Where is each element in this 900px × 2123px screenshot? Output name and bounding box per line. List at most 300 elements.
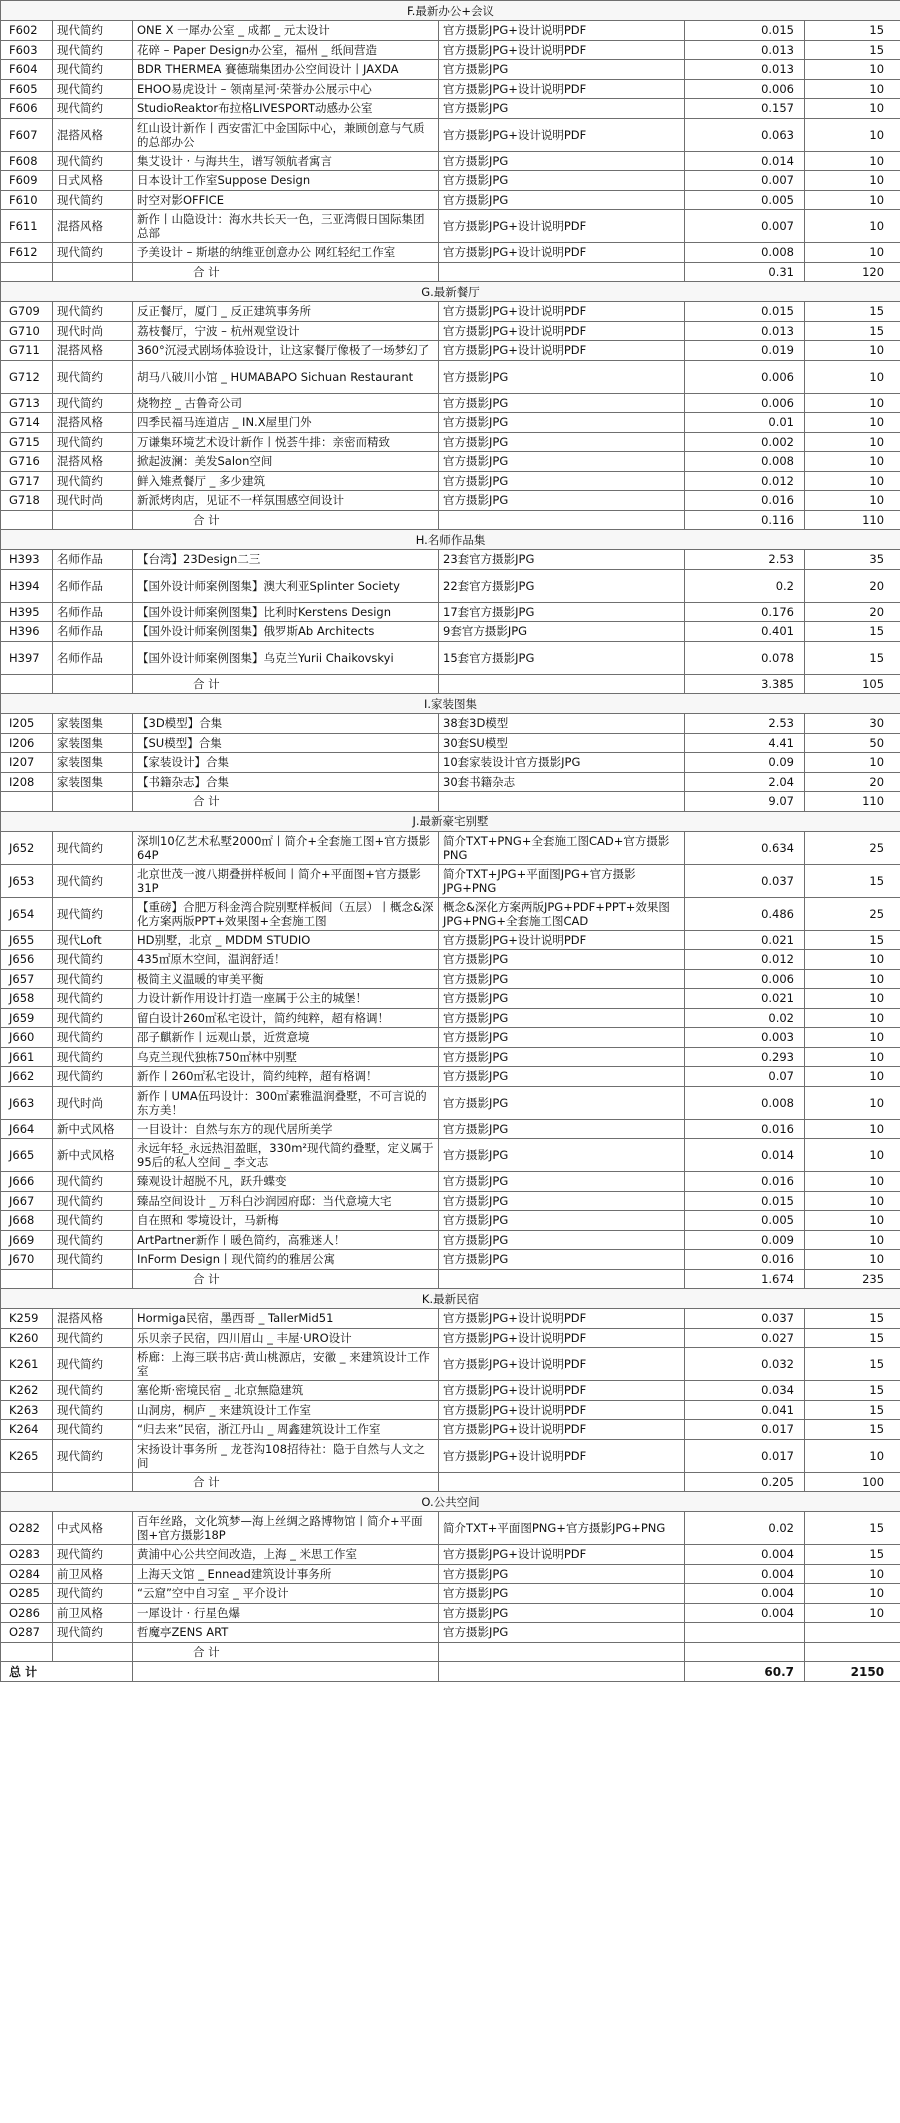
item-name: Hormiga民宿，墨西哥 _ TallerMid51 bbox=[133, 1309, 439, 1329]
item-size: 0.005 bbox=[685, 190, 805, 210]
item-name: StudioReaktor布拉格LIVESPORT动感办公室 bbox=[133, 99, 439, 119]
item-name: 上海天文馆 _ Ennead建筑设计事务所 bbox=[133, 1564, 439, 1584]
subtotal-size: 0.31 bbox=[685, 262, 805, 282]
table-row bbox=[1, 79, 900, 99]
grand-total-row bbox=[1, 1662, 900, 1682]
item-size: 0.016 bbox=[685, 491, 805, 511]
item-style: 现代简约 bbox=[53, 432, 133, 452]
item-name: 予美设计 – 斯堪的纳维亚创意办公 网红轻纪工作室 bbox=[133, 243, 439, 263]
item-price: 10 bbox=[805, 452, 900, 472]
item-code: G712 bbox=[1, 360, 53, 393]
item-files: 官方摄影JPG+设计说明PDF bbox=[439, 40, 685, 60]
item-name: 掀起波澜：美发Salon空间 bbox=[133, 452, 439, 472]
item-files: 官方摄影JPG bbox=[439, 989, 685, 1009]
item-size: 0.078 bbox=[685, 641, 805, 674]
table-row bbox=[1, 321, 900, 341]
table-row bbox=[1, 302, 900, 322]
item-files: 官方摄影JPG bbox=[439, 1191, 685, 1211]
subtotal-row bbox=[1, 792, 900, 812]
item-style: 家装图集 bbox=[53, 714, 133, 734]
item-name: 北京世茂一渡八期叠拼样板间丨简介+平面图+官方摄影31P bbox=[133, 864, 439, 897]
subtotal-blank-1 bbox=[1, 510, 53, 530]
item-size: 2.04 bbox=[685, 772, 805, 792]
item-size: 0.015 bbox=[685, 21, 805, 41]
item-price: 15 bbox=[805, 40, 900, 60]
item-code: O284 bbox=[1, 1564, 53, 1584]
item-size: 0.037 bbox=[685, 1309, 805, 1329]
item-style: 现代简约 bbox=[53, 1348, 133, 1381]
item-price: 10 bbox=[805, 360, 900, 393]
item-size: 0.016 bbox=[685, 1172, 805, 1192]
item-price: 20 bbox=[805, 569, 900, 602]
item-size: 0.002 bbox=[685, 432, 805, 452]
item-files: 官方摄影JPG bbox=[439, 1603, 685, 1623]
subtotal-blank-1 bbox=[1, 674, 53, 694]
item-size: 2.53 bbox=[685, 714, 805, 734]
item-files: 17套官方摄影JPG bbox=[439, 602, 685, 622]
item-style: 现代时尚 bbox=[53, 491, 133, 511]
section-header-row bbox=[1, 1289, 900, 1309]
item-price: 35 bbox=[805, 550, 900, 570]
item-code: J669 bbox=[1, 1230, 53, 1250]
item-size: 2.53 bbox=[685, 550, 805, 570]
item-size: 0.012 bbox=[685, 471, 805, 491]
item-price: 10 bbox=[805, 1584, 900, 1604]
item-files: 官方摄影JPG+设计说明PDF bbox=[439, 210, 685, 243]
item-size: 0.034 bbox=[685, 1381, 805, 1401]
item-price: 10 bbox=[805, 1086, 900, 1119]
table-row bbox=[1, 471, 900, 491]
item-price: 15 bbox=[805, 1328, 900, 1348]
item-files: 官方摄影JPG bbox=[439, 99, 685, 119]
item-style: 现代时尚 bbox=[53, 1086, 133, 1119]
grand-total-blank-1 bbox=[133, 1662, 439, 1682]
item-style: 现代简约 bbox=[53, 1028, 133, 1048]
table-row bbox=[1, 171, 900, 191]
item-name: ArtPartner新作丨暖色简约，高雅迷人！ bbox=[133, 1230, 439, 1250]
table-row bbox=[1, 118, 900, 151]
item-size: 0.293 bbox=[685, 1047, 805, 1067]
item-style: 名师作品 bbox=[53, 602, 133, 622]
table-row bbox=[1, 393, 900, 413]
item-size: 4.41 bbox=[685, 733, 805, 753]
item-style: 名师作品 bbox=[53, 569, 133, 602]
table-row bbox=[1, 989, 900, 1009]
item-files: 15套官方摄影JPG bbox=[439, 641, 685, 674]
subtotal-blank-3 bbox=[439, 792, 685, 812]
item-name: 新作丨山隐设计：海水共长天一色，三亚湾假日国际集团总部 bbox=[133, 210, 439, 243]
item-code: K260 bbox=[1, 1328, 53, 1348]
item-code: J663 bbox=[1, 1086, 53, 1119]
table-row bbox=[1, 21, 900, 41]
item-name: 红山设计新作丨西安雷汇中金国际中心，兼顾创意与气质的总部办公 bbox=[133, 118, 439, 151]
item-code: F603 bbox=[1, 40, 53, 60]
subtotal-blank-1 bbox=[1, 262, 53, 282]
table-row bbox=[1, 1420, 900, 1440]
item-price: 10 bbox=[805, 1047, 900, 1067]
item-files: 官方摄影JPG bbox=[439, 413, 685, 433]
table-row bbox=[1, 864, 900, 897]
item-price bbox=[805, 1623, 900, 1643]
item-style: 现代简约 bbox=[53, 21, 133, 41]
item-code: J658 bbox=[1, 989, 53, 1009]
item-price: 15 bbox=[805, 1512, 900, 1545]
item-name: “归去来”民宿，浙江丹山 _ 周鑫建筑设计工作室 bbox=[133, 1420, 439, 1440]
item-size: 0.006 bbox=[685, 79, 805, 99]
item-price: 20 bbox=[805, 602, 900, 622]
item-style: 现代简约 bbox=[53, 99, 133, 119]
item-name: 百年丝路，文化筑梦—海上丝绸之路博物馆丨简介+平面图+官方摄影18P bbox=[133, 1512, 439, 1545]
item-files: 官方摄影JPG+设计说明PDF bbox=[439, 1439, 685, 1472]
item-size: 0.037 bbox=[685, 864, 805, 897]
item-code: J668 bbox=[1, 1211, 53, 1231]
item-style: 现代简约 bbox=[53, 1439, 133, 1472]
table-row bbox=[1, 491, 900, 511]
item-style: 名师作品 bbox=[53, 550, 133, 570]
item-size: 0.063 bbox=[685, 118, 805, 151]
item-size: 0.013 bbox=[685, 40, 805, 60]
item-code: J661 bbox=[1, 1047, 53, 1067]
table-row bbox=[1, 413, 900, 433]
item-style: 现代简约 bbox=[53, 1545, 133, 1565]
item-size: 0.008 bbox=[685, 243, 805, 263]
item-files: 官方摄影JPG+设计说明PDF bbox=[439, 1381, 685, 1401]
item-name: 新派烤肉店，见证不一样氛围感空间设计 bbox=[133, 491, 439, 511]
table-row bbox=[1, 772, 900, 792]
item-size: 0.2 bbox=[685, 569, 805, 602]
item-name: ONE X 一犀办公室 _ 成都 _ 元太设计 bbox=[133, 21, 439, 41]
table-row bbox=[1, 1564, 900, 1584]
section-header-row bbox=[1, 694, 900, 714]
item-price: 10 bbox=[805, 432, 900, 452]
item-size: 0.004 bbox=[685, 1584, 805, 1604]
item-code: I207 bbox=[1, 753, 53, 773]
grand-total-blank-2 bbox=[439, 1662, 685, 1682]
item-style: 现代简约 bbox=[53, 897, 133, 930]
item-files: 官方摄影JPG+设计说明PDF bbox=[439, 930, 685, 950]
item-size: 0.006 bbox=[685, 393, 805, 413]
item-style: 日式风格 bbox=[53, 171, 133, 191]
item-price: 10 bbox=[805, 171, 900, 191]
table-row bbox=[1, 1008, 900, 1028]
item-price: 10 bbox=[805, 210, 900, 243]
item-files: 官方摄影JPG bbox=[439, 1230, 685, 1250]
item-style: 混搭风格 bbox=[53, 413, 133, 433]
subtotal-blank-1 bbox=[1, 1642, 53, 1662]
item-price: 15 bbox=[805, 641, 900, 674]
item-price: 15 bbox=[805, 864, 900, 897]
section-header-row bbox=[1, 282, 900, 302]
item-name: 烧物控 _ 古鲁奇公司 bbox=[133, 393, 439, 413]
subtotal-price: 105 bbox=[805, 674, 900, 694]
table-row bbox=[1, 341, 900, 361]
item-price: 10 bbox=[805, 950, 900, 970]
item-size: 0.008 bbox=[685, 452, 805, 472]
item-price: 10 bbox=[805, 413, 900, 433]
item-name: 【SU模型】合集 bbox=[133, 733, 439, 753]
item-files: 官方摄影JPG+设计说明PDF bbox=[439, 1420, 685, 1440]
item-code: O287 bbox=[1, 1623, 53, 1643]
item-price: 10 bbox=[805, 190, 900, 210]
item-price: 15 bbox=[805, 1348, 900, 1381]
subtotal-price: 110 bbox=[805, 510, 900, 530]
section-title: J.最新豪宅别墅 bbox=[1, 811, 900, 831]
item-style: 现代简约 bbox=[53, 1008, 133, 1028]
item-name: 【台湾】23Design二三 bbox=[133, 550, 439, 570]
table-row bbox=[1, 99, 900, 119]
subtotal-label: 合 计 bbox=[133, 792, 439, 812]
subtotal-label: 合 计 bbox=[133, 510, 439, 530]
table-row bbox=[1, 151, 900, 171]
table-row bbox=[1, 1512, 900, 1545]
item-name: 极简主义温暖的审美平衡 bbox=[133, 969, 439, 989]
item-name: BDR THERMEA 賽德瑞集团办公空间设计丨JAXDA bbox=[133, 60, 439, 80]
item-name: 435㎡原木空间，温润舒适！ bbox=[133, 950, 439, 970]
subtotal-blank-3 bbox=[439, 1269, 685, 1289]
item-style: 新中式风格 bbox=[53, 1139, 133, 1172]
item-price: 10 bbox=[805, 60, 900, 80]
item-style: 名师作品 bbox=[53, 641, 133, 674]
item-code: I208 bbox=[1, 772, 53, 792]
item-style: 现代简约 bbox=[53, 1211, 133, 1231]
item-price: 30 bbox=[805, 714, 900, 734]
item-code: J657 bbox=[1, 969, 53, 989]
catalog-body bbox=[1, 1, 900, 1682]
table-row bbox=[1, 550, 900, 570]
item-files: 官方摄影JPG bbox=[439, 171, 685, 191]
subtotal-size: 0.116 bbox=[685, 510, 805, 530]
table-row bbox=[1, 243, 900, 263]
item-price: 25 bbox=[805, 831, 900, 864]
table-row bbox=[1, 1400, 900, 1420]
item-files: 官方摄影JPG bbox=[439, 1008, 685, 1028]
table-row bbox=[1, 40, 900, 60]
table-row bbox=[1, 897, 900, 930]
item-name: 永远年轻_永远热泪盈眶，330m²现代简约叠墅，定义属于95后的私人空间 _ 李文志 bbox=[133, 1139, 439, 1172]
table-row bbox=[1, 210, 900, 243]
item-files: 官方摄影JPG+设计说明PDF bbox=[439, 1348, 685, 1381]
item-files: 9套官方摄影JPG bbox=[439, 622, 685, 642]
item-price: 10 bbox=[805, 969, 900, 989]
item-style: 混搭风格 bbox=[53, 118, 133, 151]
item-code: J655 bbox=[1, 930, 53, 950]
item-price: 15 bbox=[805, 321, 900, 341]
table-row bbox=[1, 1172, 900, 1192]
subtotal-row bbox=[1, 262, 900, 282]
item-files: 官方摄影JPG bbox=[439, 1028, 685, 1048]
item-price: 10 bbox=[805, 1250, 900, 1270]
item-files: 官方摄影JPG bbox=[439, 1584, 685, 1604]
item-name: 日本设计工作室Suppose Design bbox=[133, 171, 439, 191]
table-row bbox=[1, 1191, 900, 1211]
item-files: 官方摄影JPG bbox=[439, 1250, 685, 1270]
item-name: 【家装设计】合集 bbox=[133, 753, 439, 773]
table-row bbox=[1, 1119, 900, 1139]
item-code: F604 bbox=[1, 60, 53, 80]
item-style: 现代简约 bbox=[53, 1623, 133, 1643]
subtotal-label: 合 计 bbox=[133, 1269, 439, 1289]
item-price: 10 bbox=[805, 118, 900, 151]
table-row bbox=[1, 1086, 900, 1119]
item-files: 官方摄影JPG bbox=[439, 151, 685, 171]
item-files: 官方摄影JPG bbox=[439, 950, 685, 970]
item-size: 0.017 bbox=[685, 1420, 805, 1440]
item-files: 官方摄影JPG+设计说明PDF bbox=[439, 21, 685, 41]
section-title: G.最新餐厅 bbox=[1, 282, 900, 302]
subtotal-row bbox=[1, 674, 900, 694]
subtotal-blank-1 bbox=[1, 792, 53, 812]
item-name: 胡马八破川小馆 _ HUMABAPO Sichuan Restaurant bbox=[133, 360, 439, 393]
item-name: 深圳10亿艺术私墅2000㎡丨简介+全套施工图+官方摄影64P bbox=[133, 831, 439, 864]
item-price: 10 bbox=[805, 471, 900, 491]
item-code: I205 bbox=[1, 714, 53, 734]
table-row bbox=[1, 1139, 900, 1172]
item-files: 官方摄影JPG+设计说明PDF bbox=[439, 1545, 685, 1565]
item-files: 简介TXT+JPG+平面图JPG+官方摄影JPG+PNG bbox=[439, 864, 685, 897]
subtotal-price: 120 bbox=[805, 262, 900, 282]
item-files: 官方摄影JPG bbox=[439, 60, 685, 80]
table-row bbox=[1, 714, 900, 734]
item-size: 0.02 bbox=[685, 1008, 805, 1028]
item-code: G710 bbox=[1, 321, 53, 341]
item-code: G715 bbox=[1, 432, 53, 452]
item-name: “云窟”空中自习室 _ 平介设计 bbox=[133, 1584, 439, 1604]
subtotal-row bbox=[1, 1642, 900, 1662]
item-price: 15 bbox=[805, 1420, 900, 1440]
item-style: 现代简约 bbox=[53, 1381, 133, 1401]
item-style: 家装图集 bbox=[53, 772, 133, 792]
item-code: J660 bbox=[1, 1028, 53, 1048]
item-size: 0.004 bbox=[685, 1545, 805, 1565]
subtotal-label: 合 计 bbox=[133, 1472, 439, 1492]
item-code: F611 bbox=[1, 210, 53, 243]
subtotal-price: 235 bbox=[805, 1269, 900, 1289]
item-size: 0.07 bbox=[685, 1067, 805, 1087]
item-price: 10 bbox=[805, 1211, 900, 1231]
item-code: J656 bbox=[1, 950, 53, 970]
item-name: 【3D模型】合集 bbox=[133, 714, 439, 734]
item-code: J654 bbox=[1, 897, 53, 930]
item-price: 10 bbox=[805, 1119, 900, 1139]
item-style: 现代时尚 bbox=[53, 321, 133, 341]
item-style: 现代简约 bbox=[53, 864, 133, 897]
item-style: 现代简约 bbox=[53, 1420, 133, 1440]
item-name: 【书籍杂志】合集 bbox=[133, 772, 439, 792]
item-files: 官方摄影JPG+设计说明PDF bbox=[439, 118, 685, 151]
item-name: 一犀设计 · 行星色爆 bbox=[133, 1603, 439, 1623]
item-style: 混搭风格 bbox=[53, 210, 133, 243]
item-size: 0.008 bbox=[685, 1086, 805, 1119]
item-style: 混搭风格 bbox=[53, 452, 133, 472]
item-code: F606 bbox=[1, 99, 53, 119]
item-files: 10套家装设计官方摄影JPG bbox=[439, 753, 685, 773]
table-row bbox=[1, 1328, 900, 1348]
item-price: 15 bbox=[805, 302, 900, 322]
item-size: 0.027 bbox=[685, 1328, 805, 1348]
item-size: 0.032 bbox=[685, 1348, 805, 1381]
item-price: 10 bbox=[805, 989, 900, 1009]
section-title: O.公共空间 bbox=[1, 1492, 900, 1512]
item-style: 新中式风格 bbox=[53, 1119, 133, 1139]
item-price: 10 bbox=[805, 393, 900, 413]
item-name: 乐贝亲子民宿，四川眉山 _ 丰屋·URO设计 bbox=[133, 1328, 439, 1348]
item-name: 鲜入雉煮餐厅 _ 多少建筑 bbox=[133, 471, 439, 491]
item-size: 0.02 bbox=[685, 1512, 805, 1545]
item-name: InForm Design丨现代简约的雅居公寓 bbox=[133, 1250, 439, 1270]
subtotal-price: 110 bbox=[805, 792, 900, 812]
subtotal-label: 合 计 bbox=[133, 1642, 439, 1662]
table-row bbox=[1, 1623, 900, 1643]
item-size: 0.007 bbox=[685, 210, 805, 243]
item-style: 现代简约 bbox=[53, 243, 133, 263]
item-name: 【国外设计师案例图集】俄罗斯Ab Architects bbox=[133, 622, 439, 642]
subtotal-blank-3 bbox=[439, 1472, 685, 1492]
subtotal-size bbox=[685, 1642, 805, 1662]
item-name: EHOO易虎设计 – 领南星河·荣誉办公展示中心 bbox=[133, 79, 439, 99]
item-price: 10 bbox=[805, 491, 900, 511]
table-row bbox=[1, 1603, 900, 1623]
item-code: K265 bbox=[1, 1439, 53, 1472]
item-code: J667 bbox=[1, 1191, 53, 1211]
item-size: 0.004 bbox=[685, 1603, 805, 1623]
item-files: 官方摄影JPG+设计说明PDF bbox=[439, 243, 685, 263]
item-files: 简介TXT+平面图PNG+官方摄影JPG+PNG bbox=[439, 1512, 685, 1545]
subtotal-blank-1 bbox=[1, 1472, 53, 1492]
table-row bbox=[1, 1381, 900, 1401]
subtotal-blank-3 bbox=[439, 510, 685, 530]
item-code: F607 bbox=[1, 118, 53, 151]
item-files: 官方摄影JPG bbox=[439, 1086, 685, 1119]
table-row bbox=[1, 1047, 900, 1067]
item-price: 10 bbox=[805, 1603, 900, 1623]
table-row bbox=[1, 60, 900, 80]
subtotal-blank-3 bbox=[439, 1642, 685, 1662]
item-price: 25 bbox=[805, 897, 900, 930]
item-style: 名师作品 bbox=[53, 622, 133, 642]
item-code: G713 bbox=[1, 393, 53, 413]
item-code: K259 bbox=[1, 1309, 53, 1329]
item-files: 22套官方摄影JPG bbox=[439, 569, 685, 602]
item-size: 0.021 bbox=[685, 989, 805, 1009]
item-price: 15 bbox=[805, 21, 900, 41]
item-price: 10 bbox=[805, 1172, 900, 1192]
table-row bbox=[1, 641, 900, 674]
item-size: 0.012 bbox=[685, 950, 805, 970]
grand-total-label: 总 计 bbox=[1, 1662, 133, 1682]
subtotal-blank-2 bbox=[53, 792, 133, 812]
item-files: 官方摄影JPG bbox=[439, 1047, 685, 1067]
item-name: 新作丨UMA伍玛设计：300㎡素雅温润叠墅，不可言说的东方美！ bbox=[133, 1086, 439, 1119]
item-files: 官方摄影JPG+设计说明PDF bbox=[439, 1400, 685, 1420]
item-name: 【重磅】合肥万科金湾合院别墅样板间（五层）丨概念&深化方案两版PPT+效果图+全套施工图 bbox=[133, 897, 439, 930]
item-price: 10 bbox=[805, 99, 900, 119]
item-name: 【国外设计师案例图集】乌克兰Yurii Chaikovskyi bbox=[133, 641, 439, 674]
item-style: 现代简约 bbox=[53, 302, 133, 322]
table-row bbox=[1, 1439, 900, 1472]
item-files: 官方摄影JPG bbox=[439, 1564, 685, 1584]
item-price: 15 bbox=[805, 1400, 900, 1420]
table-row bbox=[1, 733, 900, 753]
item-code: O282 bbox=[1, 1512, 53, 1545]
item-files: 官方摄影JPG+设计说明PDF bbox=[439, 321, 685, 341]
subtotal-blank-2 bbox=[53, 674, 133, 694]
item-size: 0.006 bbox=[685, 360, 805, 393]
item-size: 0.157 bbox=[685, 99, 805, 119]
item-size: 0.004 bbox=[685, 1564, 805, 1584]
item-files: 官方摄影JPG bbox=[439, 969, 685, 989]
item-size: 0.013 bbox=[685, 321, 805, 341]
item-price: 15 bbox=[805, 1381, 900, 1401]
